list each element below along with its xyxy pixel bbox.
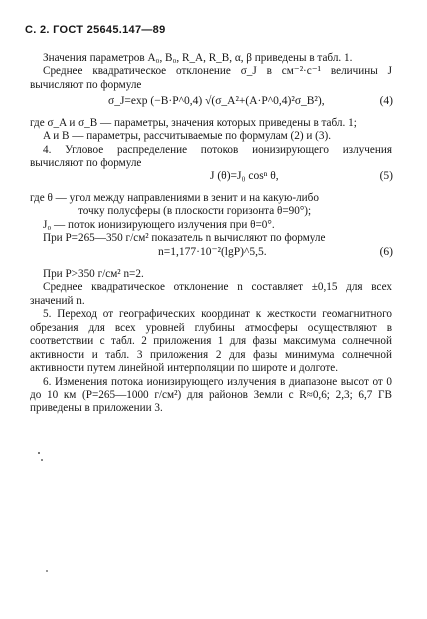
paragraph-10: 6. Изменения потока ионизирующего излучения в диапазоне высот от 0 до 10 км (P=265—1000 г/см²) для районов Земли с R≈0,6; 2,3; 6,7 ГВ приведены в приложении 3.	[30, 375, 392, 415]
paragraph-3b: A и B — параметры, рассчитываемые по формулам (2) и (3).	[43, 130, 331, 143]
paragraph-5a: где θ — угол между направлениями в зенит и на какую-либо	[30, 192, 319, 204]
equation-4-number: (4)	[379, 95, 393, 107]
page-header: С. 2. ГОСТ 25645.147—89	[25, 24, 166, 36]
scan-speck	[46, 570, 48, 572]
scan-speck	[41, 459, 43, 461]
paragraph-5c: J₀ — поток ионизирующего излучения при θ=0°.	[43, 218, 275, 231]
paragraph-7: При P>350 г/см² n=2.	[43, 268, 144, 280]
equation-4-body: σ_J=exp (−B·P^0,4) √(σ_A²+(A·P^0,4)²σ_B²),	[108, 95, 325, 107]
paragraph-9: 5. Переход от географических координат к жесткости геомагнитного обрезания для всех уровней глубины атмосферы осуществляют в соответствии с табл. 2 приложения 1 для фазы максимума солнечной активности и табл. 3 приложения 2 для фазы минимума солнечной активности путем линейной интерполяции по широте и долготе.	[30, 308, 392, 375]
paragraph-2: Среднее квадратическое отклонение σ_J в см⁻²·с⁻¹ величины J вычисляют по формуле	[30, 65, 392, 91]
equation-6	[30, 246, 393, 264]
scan-speck	[38, 452, 40, 454]
equation-5-body: J (θ)=J₀ cosⁿ θ,	[210, 170, 279, 182]
paragraph-5b: точку полусферы (в плоскости горизонта θ=90°);	[78, 205, 312, 218]
paragraph-6: При P=265—350 г/см² показатель n вычисляют по формуле	[43, 232, 326, 245]
block-rest	[30, 268, 392, 416]
equation-5-number: (5)	[379, 170, 393, 182]
block-where-2	[30, 192, 392, 246]
equation-4	[30, 95, 393, 113]
equation-5	[30, 170, 393, 188]
equation-6-number: (6)	[379, 246, 393, 258]
equation-6-body: n=1,177·10⁻²(lgP)^5,5.	[158, 246, 267, 258]
paragraph-8: Среднее квадратическое отклонение n составляет ±0,15 для всех значений n.	[30, 281, 392, 307]
paragraph-1: Значения параметров A₀, B₀, R_A, R_B, α, β приведены в табл. 1.	[43, 52, 353, 64]
paragraph-4: 4. Угловое распределение потоков ионизирующего излучения вычисляют по формуле	[30, 143, 392, 170]
block-where-1	[30, 117, 392, 171]
block-values	[30, 52, 392, 92]
paragraph-3a: где σ_A и σ_B — параметры, значения которых приведены в табл. 1;	[30, 117, 357, 129]
